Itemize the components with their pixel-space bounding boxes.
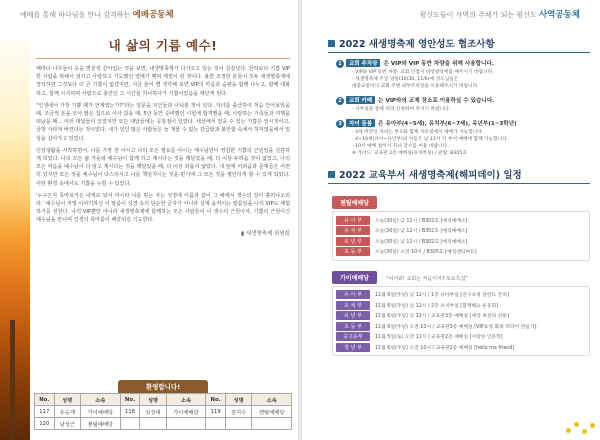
schedule-text: 11월 6일(주일) 낮 12시 / 교육관3층 예배실 [세상 최선의 선물] xyxy=(375,314,509,319)
essay-paragraph: '누구든지 목마르거든 내게로 와서 마시라 나를 믿는 자는 성경에 이름과 같이 그 배에서 생수의 강이 흘러나오리라.' 예수님이 저렇 이야기하신 이 말씀이 성경 속의 단순한 글자가 아니라 실제 움직이는 말씀임을 나의 VIP도 체험하기를 원한다. 나의 VIP뿐만 아니라 새생명축제에 함께하는 모든 사람들이 이 생수의 근원이자, 기쁨의 근원이신 예수님을 만나며 인생의 목마름이 해갈되길 기도한다. xyxy=(36,192,290,224)
welcome-title: 환영합니다! xyxy=(118,380,208,393)
schedule-text: 11월 6일(주일) 오전 10시 / 교육관2층 예배실 [hello ma friend] xyxy=(375,345,515,351)
col-header-name: 성명 xyxy=(140,394,166,406)
item-detail: - 4~10세(유아~유년부)의 아동은 낮 12시 각 부서 예배에 함께 가능합니다. xyxy=(352,137,509,142)
list-item xyxy=(336,216,586,225)
schedule-text: 11월 6일(주일) 낮 12시 / 2층 유치부실 [함께해요 운동회] xyxy=(375,303,499,309)
left-running-head xyxy=(20,8,174,20)
left-running-head-title: 예배공동체 xyxy=(132,10,174,20)
item-badge: 자녀 돌봄 xyxy=(346,119,375,127)
right-content xyxy=(328,30,590,360)
welcome-header-row xyxy=(35,394,292,406)
left-running-head-prefix: 예배를 통해 하나님을 만나 감격하는 xyxy=(20,11,131,19)
right-running-head-title: 사역공동체 xyxy=(538,10,580,20)
section-heading-schedule xyxy=(328,167,590,184)
table-cell: 젠틸예배당 xyxy=(80,418,120,430)
section-title: 2022 새생명축제 영안성도 협조사항 xyxy=(339,39,495,50)
autumn-tree-illustration xyxy=(0,40,30,440)
table-cell: 가이예배당 xyxy=(166,406,206,418)
table-cell: 김지수 xyxy=(225,406,251,418)
item-text: 은 유아부(4~5세), 유치부(6~7세), 유년부(1~3학년) xyxy=(378,121,517,127)
table-cell xyxy=(120,418,140,430)
right-running-head xyxy=(420,8,580,20)
dept-badge: 유 아 부 xyxy=(336,290,370,299)
item-number: 1 xyxy=(336,60,344,68)
table-cell: 가이예배당 xyxy=(80,406,120,418)
request-item-parking xyxy=(336,59,590,90)
group-label-gai: 가이예배당 xyxy=(332,271,377,284)
right-running-head-prefix: 평신도들이 사역의 주체가 되는 평신도 xyxy=(419,11,537,19)
schedule-list-gai xyxy=(332,286,590,357)
list-item xyxy=(336,247,586,256)
schedule-text: 오늘(30일) 낮 12시 / B302호 [예직예배소] xyxy=(375,239,468,245)
table-cell: 유승재 xyxy=(54,406,80,418)
table-cell: 임성대 xyxy=(140,406,166,418)
col-header-name: 성명 xyxy=(54,394,80,406)
essay-paragraph: 해마다 나무들이 옷을 벌꿀색 갈아입는 것을 보면, 새생명축제가 다가오고 있는 것이 실감난다. 한하보다 기쁨 VIP 한 사람을 위해서 섬기고 사랑하고 기도했던 열매가 맺혀 계절이 된 것이다. 올한 조정한 분들이 모두 새생명축제에 정석하면 그것보다 더 큰 기쁨이 없겠지만, 지금 들이 별 생각해 보면 VIP의 마음과 습관을 함께 나누고, 함께 대화하고, 함께 시식하며 사람으로 충만던 그 시간들 하나하나가 기쁨이었음을 깨닫게 된다. xyxy=(36,66,290,97)
welcome-table-box xyxy=(34,380,292,430)
square-bullet-icon xyxy=(328,171,335,178)
col-header-no: No. xyxy=(35,394,55,406)
request-item-head xyxy=(336,119,590,128)
essay-divider xyxy=(36,58,290,59)
schedule-text: 11월 5일(토) 오전 11시 / 교육관2층 예배실 [사랑한 인문학] xyxy=(375,335,503,340)
item-detail: ※ 가이드: 교육관 2층 예배실(유치부실) / 관람: B305호 xyxy=(352,151,467,156)
essay xyxy=(36,30,290,237)
group-header-gai xyxy=(328,265,590,286)
dept-badge: 중고등부 xyxy=(336,332,370,341)
item-text: 는 VIP와의 교제 장소로 이용하실 수 있습니다. xyxy=(378,98,495,104)
list-item xyxy=(336,332,586,341)
table-cell: 119 xyxy=(206,406,226,418)
col-header-affiliation: 소속 xyxy=(166,394,206,406)
request-item-cafe xyxy=(336,96,590,113)
request-item-head xyxy=(336,59,590,68)
table-cell: 120 xyxy=(35,418,55,430)
dept-badge: 초 등 부 xyxy=(336,322,370,331)
list-item xyxy=(336,301,586,310)
dept-badge: 유 치 부 xyxy=(336,226,370,235)
schedule-text: 11월 6일(주일) 오전 10시 / 교육관3층 예배실 [VIP초청 화목 떡파어 만들기] xyxy=(375,324,537,330)
essay-paragraph: "인생에서 가장 기쁠 때가 언제였는가?"라는 질문을 지인들과 나눠본 적이 있다. 자녀를 출산하여 처음 안아보았을 때, 조금씩 돈을 모아 팔은 집으로 이사 갔을 때, 5년 동안 준비했던 시험에 합격했을 때, 사랑하는 가족들과 여행을 떠났을 때... 여러 대답들이 있었지만 모든 대답들에는 공통점이 있었다. 세상에서 얻을 수 있는 기쁨은 일시적이고, 금방 사라져 버린다는 것이었다. 내가 얻던 많은 사람들은 늘 재물 수 없는 갈급함과 불안함 속에서 허덕였을에서 일상을 살아가고 있었다. xyxy=(36,102,290,142)
col-header-affiliation: 소속 xyxy=(80,394,120,406)
item-text: 은 VIP와 VIP 동반 차량을 위해 사용합니다. xyxy=(383,61,494,67)
col-header-no: No. xyxy=(206,394,226,406)
item-number: 2 xyxy=(336,97,344,105)
list-item xyxy=(336,343,586,352)
dept-badge: 초 등 부 xyxy=(336,247,370,256)
table-cell: 118 xyxy=(120,406,140,418)
col-header-no: No. xyxy=(120,394,140,406)
dept-badge: 청 년 부 xyxy=(336,343,370,352)
group-label-gentle: 젠틸예배당 xyxy=(332,196,377,209)
list-item xyxy=(336,311,586,320)
dept-badge: 유 치 부 xyxy=(336,301,370,310)
essay-title: 내 삶의 기름 예수! xyxy=(108,38,218,53)
col-header-affiliation: 소속 xyxy=(252,394,292,406)
table-cell xyxy=(140,418,166,430)
group-note: "어서와! 교회는 처음이지? 토요특집" xyxy=(386,275,468,282)
list-item xyxy=(336,322,586,331)
item-detail: - 새생명축제 주일 당일(10/30, 11/6)에 성도님들은 xyxy=(352,77,459,82)
right-page xyxy=(302,0,600,440)
table-cell: 남성근 xyxy=(54,418,80,430)
table-row xyxy=(35,406,292,418)
dept-badge: 유 년 부 xyxy=(336,311,370,320)
table-cell: 117 xyxy=(35,406,55,418)
request-item-head xyxy=(336,96,590,105)
schedule-text: 오늘(30일) 오전 10시 / B305호 [예직센터마트] xyxy=(375,250,477,255)
list-item xyxy=(336,237,586,246)
item-detail: - 10시 예배 참석시 자녀 장소를 이용 바랍니다. xyxy=(352,144,449,149)
section-heading-cooperation xyxy=(328,36,590,53)
dept-badge: 유 아 부 xyxy=(336,216,370,225)
list-item xyxy=(336,290,586,299)
section-title: 2022 교육부서 새생명축제(해피데이) 일정 xyxy=(339,170,522,181)
item-detail: 대중교통이나 교회 주변 외부주차장을 이용해주시기 바랍니다. xyxy=(352,84,479,89)
col-header-name: 성명 xyxy=(225,394,251,406)
item-badge: 교회 카페 xyxy=(346,96,375,104)
essay-author: ▮ 새생명축제 위원회 xyxy=(36,229,290,237)
dept-badge: 유 년 부 xyxy=(336,237,370,246)
table-cell xyxy=(166,418,206,430)
item-detail: - 4세 미만인 자녀는 부모와 함께 자모실에서 예배가 가능합니다. xyxy=(352,130,484,135)
table-cell xyxy=(206,418,226,430)
welcome-table xyxy=(34,393,292,430)
item-detail: - 사무실을 통해 미리 신청하여 주시기 바랍니다. xyxy=(352,107,451,112)
decorative-dots-icon xyxy=(564,418,598,436)
list-item xyxy=(336,226,586,235)
schedule-list-gentle xyxy=(332,211,590,261)
left-page xyxy=(0,0,298,440)
table-cell: 젠틸예배당 xyxy=(252,406,292,418)
schedule-text: 오늘(30일) 낮 12시 / B302호 [예직예배소] xyxy=(375,229,468,234)
table-row xyxy=(35,418,292,430)
table-cell xyxy=(252,418,292,430)
item-detail: - VIP와 VIP 동반 차량: 교회 인접지 바랑광장에를 예주시기 바랍니다. xyxy=(352,70,494,75)
essay-paragraph: 신앙생활을 시작하면서, 나를 가장 잘 아시고 나의 모든 필요를 아시는 예수님만이 영원한 기쁨의 근원임을 실감하게 되었다. 나의 모든 삶 가운데 예수님이 함께 하고 계시다는 것을 깨달았을 때, 더 이상 두려움 것이 없었고, 나의 모든 마음을 예수님이 다 알고 계시다는 것을 깨달았을 때, 더 이상 외롭지 않았다. 내 앞에 어려움과 문제들은 여전히 있지만 모든 것을 예수님이 다스리시고 나를 책임지시는 것을 믿기에 그 모든 것을 평안하게 할 수 있게 되었다. 어떤 환경 속에서도 기쁨을 누릴 수 있었다. xyxy=(36,147,290,187)
item-number: 3 xyxy=(336,120,344,128)
schedule-text: 11월 6일(주일) 낮 12시 / 1층 유아부실 [친구초청 달란트 잔치] xyxy=(375,293,509,298)
square-bullet-icon xyxy=(328,40,335,47)
item-badge: 교회 주차장 xyxy=(346,59,380,67)
schedule-text: 오늘(30일) 낮 12시 / B302호 [예직예배소] xyxy=(375,218,468,224)
table-cell xyxy=(225,418,251,430)
request-item-childcare xyxy=(336,119,590,157)
